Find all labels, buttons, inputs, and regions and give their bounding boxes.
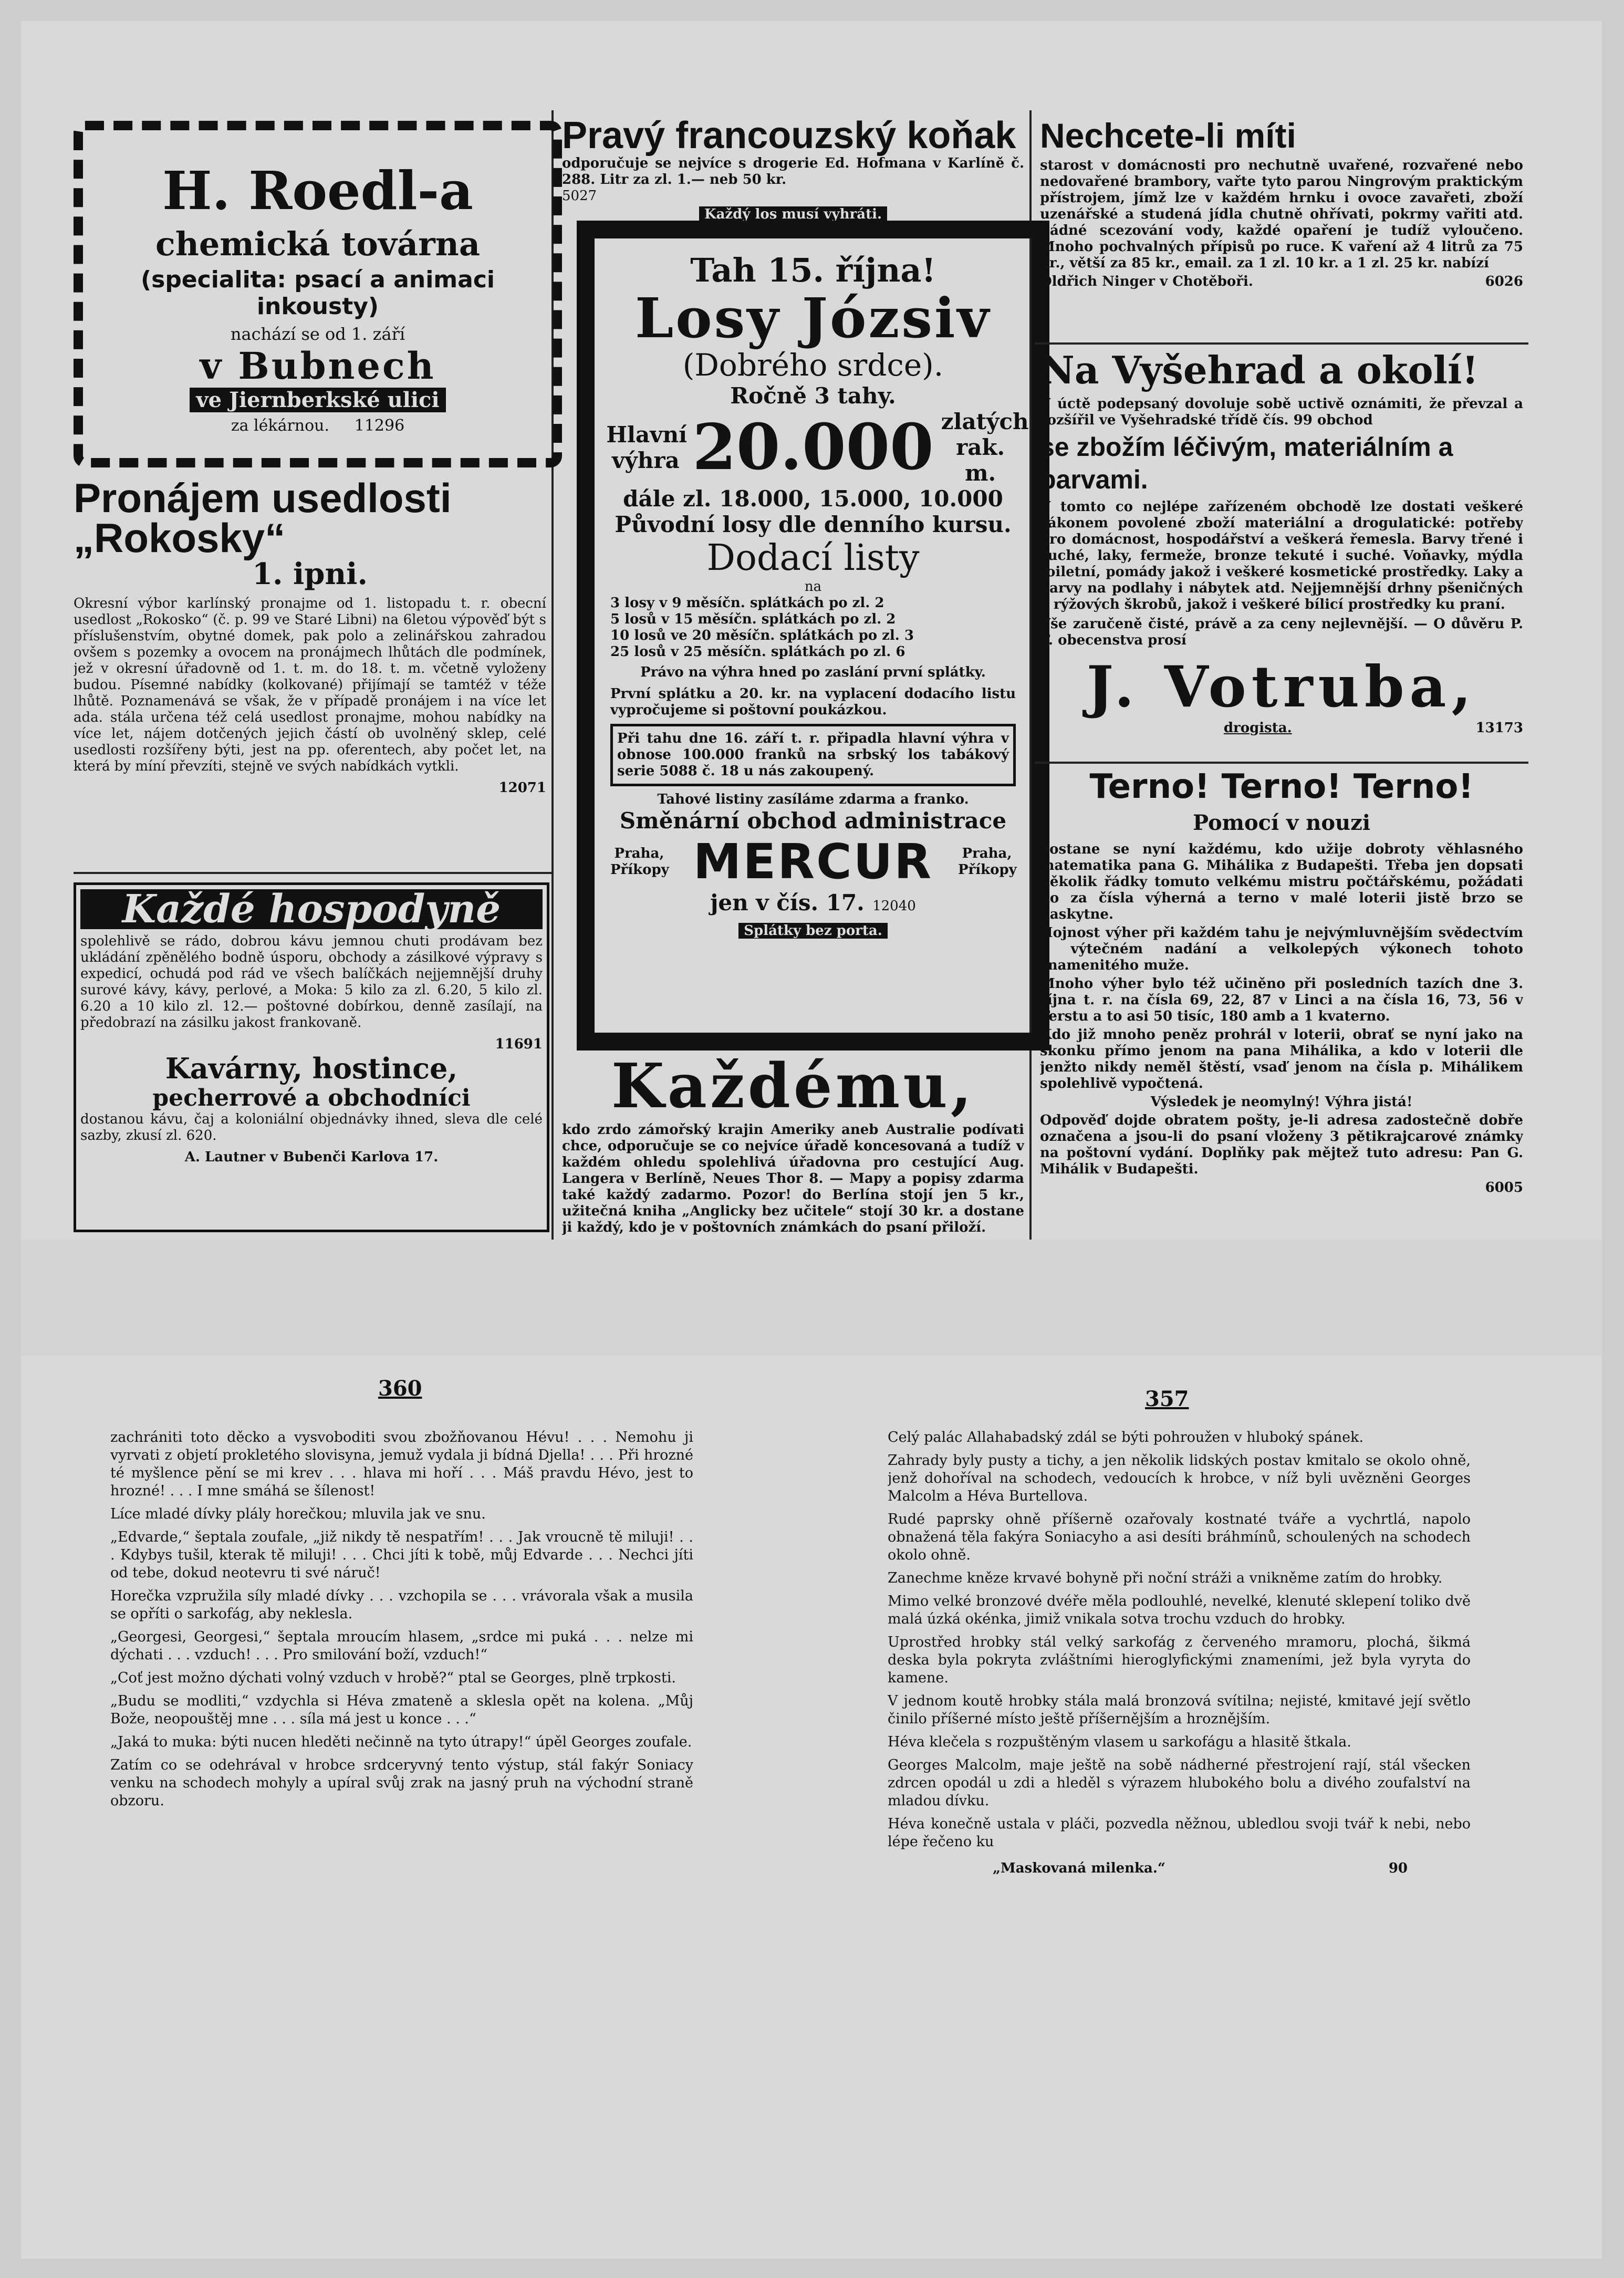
novel-paragraph: Zanechme kněze krvavé bohyně při noční stráži a vnikněme zatím do hrobky.: [888, 1570, 1443, 1586]
novel-paragraph: V jednom koutě hrobky stála malá bronzová svítilna; nejisté, kmitavé její světlo činilo příšerné místo ještě příšernějším a hroznějším.: [888, 1693, 1471, 1727]
hospodyne-ref: 11691: [495, 1036, 543, 1052]
necbcete-seller: Oldřich Ninger v Chotěboři.: [1040, 274, 1253, 289]
necbcete-title: Nechcete-li míti: [1040, 116, 1296, 155]
kazdemu-body: kdo zrdo zámořský krajin Ameriky aneb Australie podívati chce, odporučuje se co nejvíce úřadě koncesovaná a tudíž v každém ohledu spolehlivá úřadovna pro cestující Aug. Langera v Berlíně, Neues Thor 8. — Mapy a popisy zdarma také každý zadarmo. Pozor! do Berlína stojí jen 5 kr., užitečná kniha „Anglicky bez učitele“ stojí 30 kr. a dostane ji každý, kdo je v poštovních známkách do psaní přiloží.: [562, 1122, 1024, 1235]
losy-sub: (Dobrého srdce).: [682, 347, 944, 383]
kazdemu-title: Každému,: [611, 1050, 975, 1122]
necbcete-ref: 6026: [1485, 274, 1523, 289]
losy-ad: [577, 221, 1049, 1050]
roedl-ref: 11296: [354, 417, 405, 435]
novel-paragraph: Héva konečně ustala v pláči, pozvedla něžnou, ubledlou svoji tvář k nebi, nebo lépe řečeno ku: [888, 1816, 1471, 1850]
roedl-line4: v Bubnech: [200, 344, 436, 388]
terno-p6: Odpověď dojde obratem pošty, je-li adresa zadostečně dobře označena a jsou-li do psaní vloženy 3 pětikrajcarové známky na poštovní vydání. Doplňky pak mějtež tuto adresu: Pan G. Mihálik v Budapešti.: [1040, 1112, 1523, 1177]
novel-paragraph: Georges Malcolm, maje ještě na sobě nádherné přestrojení rají, stál všecken zdrcen opodál u zdi a hleděl s výrazem hlubokého bolu a divého zoufalství na mladou dívku.: [888, 1757, 1471, 1809]
hospodyne-title: Každé hospodyně: [80, 889, 543, 929]
page-number-right: 357: [1145, 1387, 1189, 1411]
novel-paragraph: „Georgesi, Georgesi,“ šeptala mroucím hlasem, „srdce mi puká . . . nelze mi dýchati . . . vzduch! . . . Pro smilování boží, vzduch!“: [110, 1629, 693, 1663]
losy-jen-row: [610, 890, 1016, 916]
losy-splatky-row: [610, 923, 1016, 939]
section-divider: [1035, 762, 1528, 764]
roedl-line6: za lékárnou.: [231, 417, 330, 435]
losy-row: 5 losů v 15 měsíčn. splátkách po zl. 2: [610, 611, 896, 627]
rokosky-title: Pronájem usedlosti „Rokosky“: [74, 478, 452, 561]
novel-footer-title: „Maskovaná milenka.“: [993, 1860, 1165, 1876]
konak-ad: [562, 116, 1024, 221]
roedl-line3: nachází se od 1. září: [230, 324, 405, 344]
konak-body: odporučuje se nejvíce s drogerie Ed. Hofmana v Karlíně č. 288. Litr za zl. 1.— neb 50 kr.: [562, 155, 1024, 188]
losy-amount: 20.000: [692, 410, 934, 484]
vysehrad-intro: V úctě podepsaný dovoluje sobě uctivě oznámiti, že převzal a rozšířil ve Vyšehradské třídě čís. 99 obchod: [1040, 396, 1523, 428]
losy-ref: 12040: [872, 898, 916, 914]
terno-p2: Hojnost výher při každém tahu je nejvýmluvnějším svědectvím o výtečném nadání a velkolepých výkonech tohoto znamenitého muže.: [1040, 925, 1523, 973]
losy-puvodni: Původní losy dle denního kursu.: [615, 512, 1012, 537]
novel-paragraph: Uprostřed hrobky stál velký sarkofág z červeného mramoru, plochá, šikmá deska byla pokryta zvláštními hieroglyfickými znameními, jež byla vyryta do kamene.: [888, 1634, 1471, 1686]
losy-name: Losy Józsiv: [635, 286, 991, 350]
hospodyne-footer1: Kavárny, hostince,: [165, 1052, 458, 1085]
vysehrad-subtitle: se zbožím léčivým, materiálním a barvami.: [1040, 432, 1453, 494]
novel-paragraph: „Edvarde,“ šeptala zoufale, „již nikdy tě nespatřím! . . . Jak vroucně tě miluji! . . . Kdybys tušil, kterak tě miluji! . . . Chci jíti k tobě, můj Edvarde . . . Nechci jíti od tebe, dokud neotevru ti své náruč!: [110, 1529, 693, 1581]
losy-mercur: MERCUR: [693, 834, 933, 890]
losy-mercur-row: [610, 834, 1016, 890]
rokosky-body: Okresní výbor karlínský pronajme od 1. listopadu t. r. obecní usedlost „Rokosko“ (č. p. 99 ve Staré Libni) na 6letou výpověď být s příslušenstvím, obytné domek, pak polo a zelinářskou zahradou ovšem s pozemky a ovocem na pronájmech lhůtách dle podmínek, jež v okresní úřadovně od 1. t. m. do 18. t. m. včetně vyloženy budou. Písemné nabídky (kolkované) přijímají se tamtéž v téže lhůtě. Poznamenává se však, že v případě pronájem i na více let ada. stála určena též celá usedlost pronajme, mohou nabídky na více let, nájem dotčených jejich částí ob uvolněný sklep, celé usedlosti rozšířeny býti, jest na pp. oferentech, aby počet let, na která by míní převzíti, stejně ve svých nabídkách vytkli.: [74, 596, 546, 774]
losy-row: 10 losů ve 20 měsíčn. splátkách po zl. 3: [610, 628, 914, 643]
konak-tag: Každý los musí vyhráti.: [699, 206, 887, 221]
losy-unit: zlatých rak. m.: [941, 409, 1029, 486]
novel-paragraph: Zahrady byly pusty a tichy, a jen několik lidských postav kmitalo se okolo ohně, jenž dohoříval na schodech, vedoucích k hrobce, v níž byli uvězněni Georges Malcolm a Héva Burtellova.: [888, 1452, 1471, 1504]
terno-p5: Výsledek je neomylný! Výhra jistá!: [1150, 1094, 1413, 1110]
hospodyne-ad: [74, 882, 549, 1232]
terno-p1: dostane se nyní každému, kdo užije dobroty věhlasného matematika pana G. Mihálika z Budapešti. Třeba jen dopsati několik řádky tomuto velkému mistru počtářskému, požádati ho za čísla výherná a terno v malé loterii jistě brzo se naskytne.: [1040, 841, 1523, 922]
terno-p3: Mnoho výher bylo též učiněno při posledních tazích dne 3. října t. r. na čísla 69, 22, 87 v Linci a na čísla 16, 73, 56 v Terstu a to asi 50 tisíc, 180 amb a 1 kvaterno.: [1040, 976, 1523, 1024]
losy-hlavni: Hlavní výhra: [606, 421, 688, 473]
necbcete-body: starost v domácnosti pro nechutně uvařené, rozvařené nebo nedovařené brambory, vařte tyto parou Ningrovým praktickým přístrojem, jímž lze v každém hrnku i ovoce zavařeti, zboží uzenářské a studená jídla chutně ohřívati, pokrmy vařiti atd. Žádné scezování vody, každé opaření je tudíž vyloučeno. Mnoho pochvalných přípisů po ruce. K vaření až 4 litrů za 75 kr., větší za 85 kr., email. za 1 zl. 10 kr. a 1 zl. 25 kr. nabízí: [1040, 158, 1523, 271]
losy-prvni: První splátku a 20. kr. na vyplacení dodacího listu vypročujeme si poštovní poukázkou.: [610, 686, 1016, 718]
novel-paragraph: „Budu se modliti,“ vzdychla si Héva zmateně a sklesla opět na kolena. „Můj Bože, neopouštěj mne . . . síla má jest u konce . . .“: [110, 1693, 693, 1727]
kazdemu-ad: [562, 1050, 1024, 1240]
novel-paragraph: Rudé paprsky ohně příšerně ozařovaly kostnaté tváře a vychrtlá, napolo obnažená těla fakýra Soniacyho a asi desíti bráhmínů, schoulených na schodech okolo ohně.: [888, 1511, 1471, 1563]
hospodyne-footer4: A. Lautner v Bubenči Karlova 17.: [184, 1149, 439, 1165]
roedl-line1: chemická továrna: [155, 225, 480, 263]
vysehrad-name: J. Votruba,: [1086, 654, 1477, 720]
losy-jen: jen v čís. 17.: [710, 890, 865, 916]
vysehrad-ref: 13173: [1475, 720, 1523, 736]
novel-page-left: [110, 1429, 693, 2111]
section-divider: [74, 872, 551, 874]
novel-paragraph: Celý palác Allahabadský zdál se býti pohroužen v hluboký spánek.: [888, 1429, 1364, 1445]
roedl-line5: ve Jiernberkské ulici: [190, 388, 445, 412]
konak-ref: 5027: [562, 188, 597, 204]
necbcete-seller-row: [1040, 274, 1523, 290]
hospodyne-footer2: pecherrové a obchodníci: [152, 1085, 471, 1111]
vysehrad-title: Na Vyšehrad a okolí!: [1040, 348, 1479, 392]
page-fold: [21, 1240, 1602, 1355]
rokosky-subtitle: 1. ipni.: [252, 557, 368, 591]
vysehrad-role: drogista.: [1223, 720, 1292, 736]
vysehrad-closing: Vše zaručeně čisté, právě a za ceny nejlevnější. — O důvěru P. T. obecenstva prosí: [1040, 616, 1523, 648]
vysehrad-ad: [1040, 347, 1523, 756]
losy-praha-right: Praha, Příkopy: [958, 845, 1017, 878]
losy-splatky: Splátky bez porta.: [738, 923, 888, 939]
losy-na: na: [804, 579, 822, 595]
terno-ad: [1040, 767, 1523, 1240]
losy-row: 25 losů v 25 měsíčn. splátkách po zl. 6: [610, 644, 905, 660]
losy-row: 3 losy v 9 měsíčn. splátkách po zl. 2: [610, 595, 884, 611]
losy-rows: [610, 595, 1016, 660]
konak-tag-row: [562, 206, 1024, 221]
konak-title: Pravý francouzský koňak: [562, 116, 1016, 157]
novel-paragraph: Zatím co se odehrával v hrobce srdceryvný tento výstup, stál fakýr Soniacy venku na schodech mohyly a upíral svůj zrak na jasný pruh na východní straně obzoru.: [110, 1757, 693, 1809]
losy-prize-row: [606, 409, 1029, 486]
losy-listiny: Tahové listiny zasíláme zdarma a franko.: [657, 792, 969, 807]
novel-page-right: [888, 1429, 1471, 2164]
novel-paragraph: Horečka vzpružila síly mladé dívky . . . vzchopila se . . . vrávorala však a musila se opříti o sarkofág, aby neklesla.: [110, 1588, 693, 1622]
hospodyne-body: spolehlivě se rádo, dobrou kávu jemnou chuti prodávam bez ukládání zpěnělého bodně úsporu, obchody a zásilkové výpravy s expedicí, ochudá pod rád ve všech balíčkách nejjemnější druhy surové kávy, kávy, perlové, a Moka: 5 kilo za zl. 6.20, 5 kilo zl. 6.20 a 10 kilo zl. 12.— poštovné dobírkou, denně zasílají, na předobrazí na zásilku jakost frankovaně.: [80, 933, 543, 1031]
novel-paragraph: Mimo velké bronzové dvéře měla podlouhlé, nevelké, klenuté sklepení toliko dvě malá úzká okénka, jimiž vnikala sotva trochu vzduch do hrobky.: [888, 1593, 1471, 1627]
terno-p4: Kdo již mnoho peněz prohrál v loterii, obrať se nyní jako na skonku přímo jenom na pana Mihálika, a kdo v loterii dle jenžto nikdy neměl štěstí, vsaď jenom na čísla p. Mihálikem spolehlivě vypočtená.: [1040, 1027, 1523, 1091]
losy-praha-left: Praha, Příkopy: [610, 845, 669, 878]
vysehrad-role-row: [1040, 720, 1523, 736]
losy-dale: dále zl. 18.000, 15.000, 10.000: [623, 486, 1003, 512]
roedl-line2: (specialita: psací a animaci inkousty): [141, 266, 495, 320]
roedl-line6-row: [102, 417, 534, 435]
terno-title: Terno! Terno! Terno!: [1089, 767, 1474, 806]
novel-paragraph: „Jaká to muka: býti nucen hleděti nečinně na tyto útrapy!“ úpěl Georges zoufale.: [110, 1734, 692, 1750]
novel-footer: [888, 1860, 1471, 1876]
novel-paragraph: Héva klečela s rozpuštěným vlasem u sarkofágu a hlasitě štkala.: [888, 1734, 1351, 1750]
necbcete-ad: [1040, 116, 1523, 341]
newspaper-page: [21, 21, 1602, 2259]
losy-notice: Při tahu dne 16. září t. r. připadla hlavní výhra v obnose 100.000 franků na srbský los tabákový serie 5088 č. 18 u nás zakoupený.: [617, 731, 1009, 779]
losy-notice-box: [610, 724, 1016, 786]
losy-rocne: Ročně 3 tahy.: [730, 383, 896, 409]
section-divider: [1035, 342, 1528, 345]
novel-paragraph: „Coť jest možno dýchati volný vzduch v hrobě?“ ptal se Georges, plně trpkosti.: [110, 1670, 676, 1686]
losy-smenarni: Směnární obchod administrace: [619, 808, 1007, 834]
losy-tah: Tah 15. října!: [690, 251, 936, 289]
terno-ref: 6005: [1485, 1180, 1523, 1195]
roedl-name: H. Roedl-a: [162, 160, 473, 222]
page-number-left: 360: [378, 1376, 422, 1401]
losy-dodaci: Dodací listy: [706, 537, 920, 579]
rokosky-ad: [74, 478, 546, 867]
novel-footer-page: 90: [1388, 1860, 1408, 1876]
rokosky-ref: 12071: [498, 780, 546, 796]
vysehrad-body: V tomto co nejlépe zařízeném obchodě lze dostati veškeré zákonem povolené zboží materiální a drogulatické: potřeby pro domácnost, hospodářství a veškerá řemesla. Barvy třené i suché, laky, fermeže, bronze tekuté i suché. Voňavky, mýdla toiletní, pomády jakož i veškeré kosmetické prostředky. Laky a barvy na podlahy i nábytek atd. Nejjemnější drhny pšeničných a rýžových škrobů, jakož i veškeré bílicí prostředky ku praní.: [1040, 499, 1523, 612]
terno-subtitle: Pomocí v nouzi: [1192, 810, 1371, 835]
novel-paragraph: Líce mladé dívky plály horečkou; mluvila jak ve snu.: [110, 1506, 486, 1522]
novel-paragraph: zachrániti toto děcko a vysvoboditi svou zbožňovanou Hévu! . . . Nemohu ji vyrvati z objetí prokletého slovisyna, jemuž vydala ji bídná Djella! . . . Při hrozné té myšlence pění se mi krev . . . hlava mi hoří . . . Máš pravdu Hévo, jest to hrozné! . . . I mne smáhá se šílenost!: [110, 1429, 693, 1499]
losy-pravo: Právo na výhra hned po zaslání první splátky.: [640, 664, 986, 680]
roedl-ad: [74, 121, 562, 467]
hospodyne-footer3: dostanou kávu, čaj a koloniální objednávky ihned, sleva dle celé sazby, zkusí zl. 620.: [80, 1111, 543, 1143]
